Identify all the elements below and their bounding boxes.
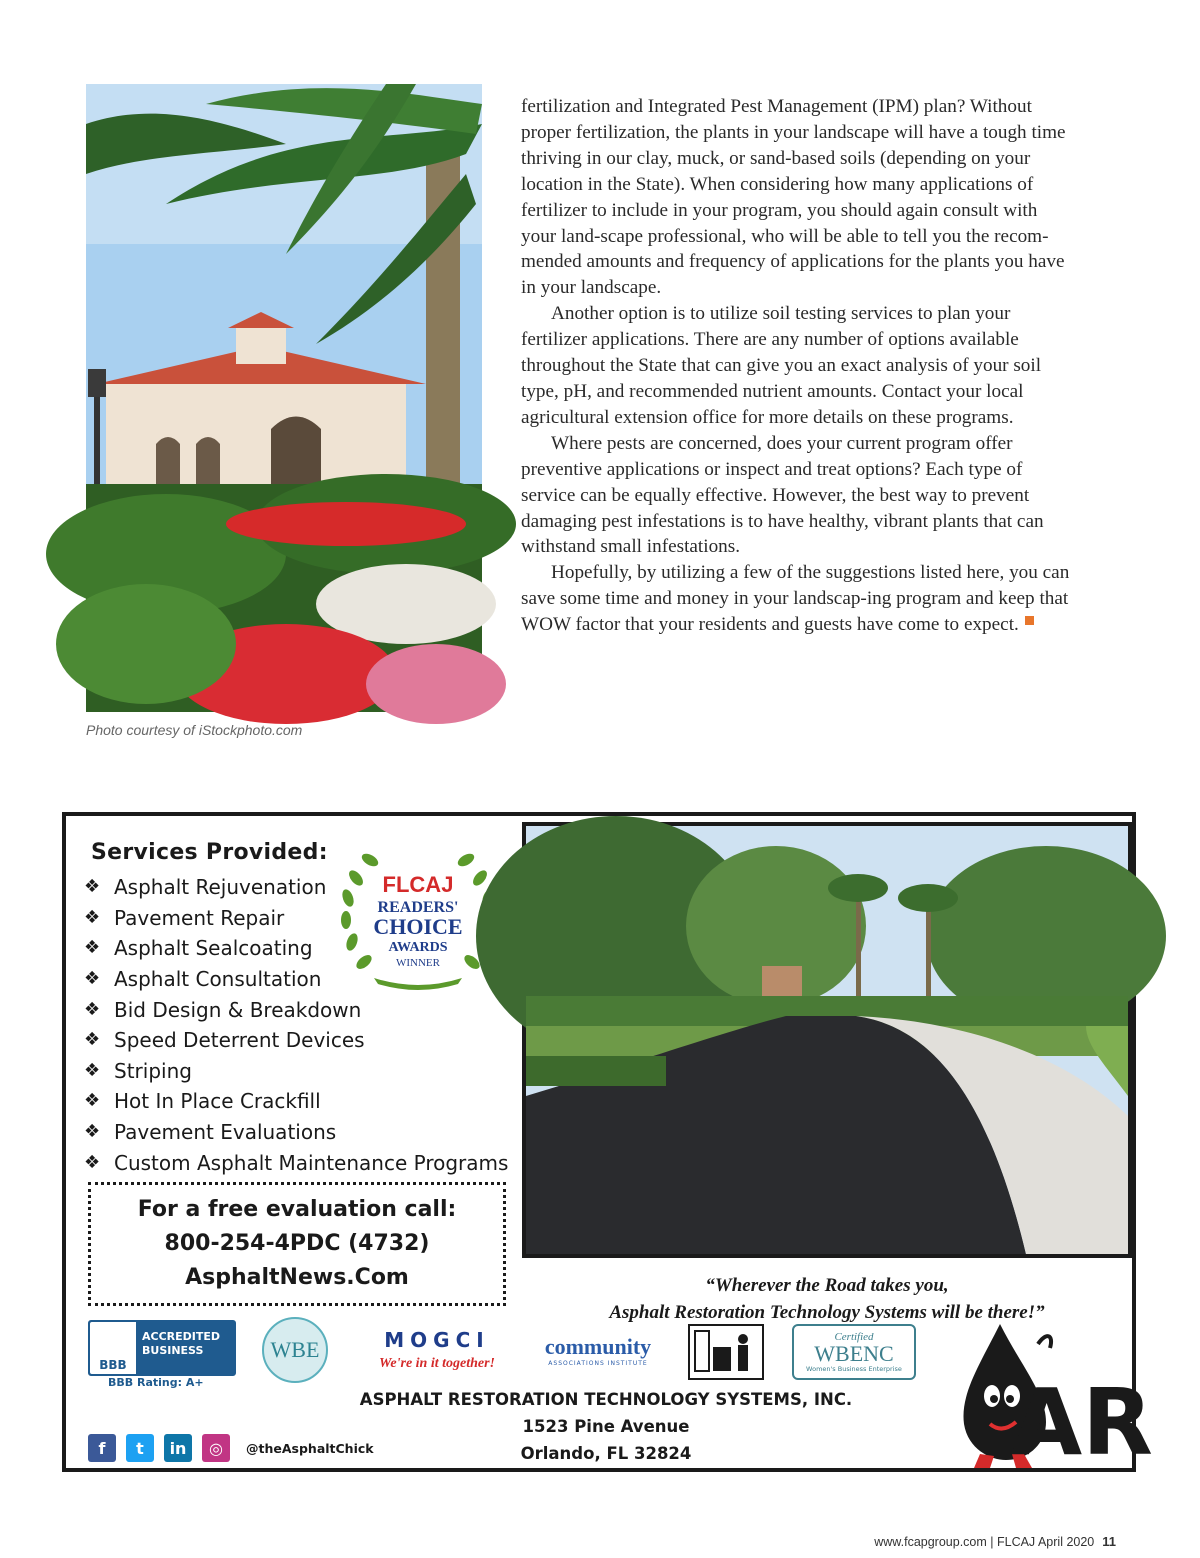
service-label: Pavement Evaluations xyxy=(114,1120,337,1145)
wbe-seal-icon xyxy=(262,1317,328,1383)
free-evaluation-callout xyxy=(88,1182,506,1306)
twitter-icon[interactable]: t xyxy=(126,1434,154,1462)
service-label: Pavement Repair xyxy=(114,905,285,930)
service-item xyxy=(84,1056,508,1087)
community-name: community xyxy=(544,1334,652,1359)
bbb-rating: BBB Rating: A+ xyxy=(108,1376,204,1389)
article-paragraph: fertilization and Integrated Pest Management (IPM) plan? Without proper fertilization, the plants in your landscape will have a tough time thriving in our clay, muck, or sand-based soils (depending on your location in the State). When considering how many applications of fertilizer to include in your program, you should again consult with your land-scape professional, who will be able to tell you the recom-mended amounts and frequency of applications for the plants you have in your landscape. xyxy=(521,96,1066,299)
website-link[interactable]: AsphaltNews.Com xyxy=(185,1265,409,1290)
bbb-line2: BUSINESS xyxy=(142,1344,204,1357)
badge-line1: FLCAJ xyxy=(382,872,454,897)
badge-line2: READERS' xyxy=(377,899,459,916)
bbb-line1: ACCREDITED xyxy=(142,1330,221,1343)
community-associations-institute-logo xyxy=(538,1334,658,1367)
diamond-bullet-icon: ❖ xyxy=(84,1151,101,1173)
service-label: Asphalt Sealcoating xyxy=(114,936,313,961)
service-item xyxy=(84,1117,508,1148)
wbenc-top: Certified xyxy=(834,1331,874,1343)
service-label: Bid Design & Breakdown xyxy=(114,997,362,1022)
badge-line4: AWARDS xyxy=(388,940,448,955)
wbenc-certified-logo xyxy=(792,1324,916,1380)
mogci-logo xyxy=(362,1328,512,1372)
services-heading: Services Provided: xyxy=(91,840,328,865)
wbe-certified-logo xyxy=(260,1320,330,1380)
bbb-seal-icon: BBB xyxy=(90,1322,136,1374)
diamond-bullet-icon: ❖ xyxy=(84,1090,101,1112)
service-item xyxy=(84,1147,508,1178)
wbenc-sub: Women's Business Enterprise xyxy=(806,1365,902,1373)
article-paragraph: Where pests are concerned, does your current program offer preventive applications or inspect and treat options? Each type of service can be equally effective. However, the best way to prevent damaging pest infestations is to have healthy, vibrant plants that can withstand small infestations. xyxy=(521,432,1044,558)
diamond-bullet-icon: ❖ xyxy=(84,998,101,1020)
facebook-icon[interactable]: f xyxy=(88,1434,116,1462)
tagline-line1: “Wherever the Road takes you, xyxy=(705,1275,949,1296)
company-name: ASPHALT RESTORATION TECHNOLOGY SYSTEMS, INC. xyxy=(359,1390,853,1409)
article-paragraph: Another option is to utilize soil testing services to plan your fertilizer applications. There are any number of options available throughout the State that can give you an exact analysis of your soil type, pH, and recommended nutrient amounts. Contact your local agricultural extension office for more details on these programs. xyxy=(521,303,1042,428)
badge-line5: WINNER xyxy=(396,957,440,969)
service-label: Asphalt Rejuvenation xyxy=(114,875,327,900)
phone-number[interactable]: 800-254-4PDC (4732) xyxy=(164,1231,430,1256)
article-paragraph-text: Hopefully, by utilizing a few of the suggestions listed here, you can save some time and money in your landscap-ing program and keep that WOW factor that your residents and guests have come to expect. xyxy=(521,562,1070,636)
diamond-bullet-icon: ❖ xyxy=(84,1121,101,1143)
bbb-accredited-logo xyxy=(88,1320,234,1390)
asphalt-drop-mascot-logo xyxy=(950,1314,1154,1476)
community-sub: ASSOCIATIONS INSTITUTE xyxy=(548,1360,648,1367)
social-handle[interactable]: @theAsphaltChick xyxy=(246,1440,374,1456)
diamond-bullet-icon: ❖ xyxy=(84,1029,101,1051)
diamond-bullet-icon: ❖ xyxy=(84,1059,101,1081)
diamond-bullet-icon: ❖ xyxy=(84,906,101,928)
service-label: Asphalt Consultation xyxy=(114,967,322,992)
linkedin-icon[interactable]: in xyxy=(164,1434,192,1462)
diamond-bullet-icon: ❖ xyxy=(84,968,101,990)
irem-figures-icon xyxy=(691,1327,761,1377)
article-paragraph-last xyxy=(521,560,1077,638)
social-links xyxy=(88,1434,374,1462)
badge-line3: CHOICE xyxy=(373,914,463,939)
diamond-bullet-icon: ❖ xyxy=(84,876,101,898)
address-line2: Orlando, FL 32824 xyxy=(520,1444,692,1463)
irem-logo xyxy=(688,1324,764,1380)
wbenc-name: WBENC xyxy=(814,1341,894,1366)
service-item xyxy=(84,994,508,1025)
article-photo xyxy=(86,84,482,712)
page-number: 11 xyxy=(1102,1534,1116,1549)
tagline-line2: Asphalt Restoration Technology Systems will be there!” xyxy=(609,1302,1045,1323)
service-label: Custom Asphalt Maintenance Programs xyxy=(114,1150,509,1175)
footer-text: www.fcapgroup.com | FLCAJ April 2020 xyxy=(874,1534,1095,1549)
service-label: Striping xyxy=(114,1058,192,1083)
palm-house-image xyxy=(86,84,482,712)
ar-letters: AR xyxy=(1010,1369,1154,1476)
instagram-icon[interactable]: ◎ xyxy=(202,1434,230,1462)
photo-caption: Photo courtesy of iStockphoto.com xyxy=(86,722,303,738)
mogci-name: MOGCI xyxy=(384,1328,490,1352)
end-of-article-mark xyxy=(1025,616,1034,625)
company-info xyxy=(346,1386,866,1467)
readers-choice-award-badge xyxy=(334,842,502,994)
service-label: Hot In Place Crackfill xyxy=(114,1089,321,1114)
service-label: Speed Deterrent Devices xyxy=(114,1028,365,1053)
service-item xyxy=(84,1025,508,1056)
mogci-slogan: We're in it together! xyxy=(378,1356,496,1371)
address-line1: 1523 Pine Avenue xyxy=(522,1417,690,1436)
advertisement xyxy=(62,812,1154,1476)
callout-heading: For a free evaluation call: xyxy=(137,1197,457,1222)
diamond-bullet-icon: ❖ xyxy=(84,937,101,959)
service-item xyxy=(84,1086,508,1117)
page-footer xyxy=(874,1534,1116,1549)
paved-road-photo xyxy=(522,822,1132,1258)
wbe-text: WBE xyxy=(270,1337,320,1362)
article-body xyxy=(521,94,1077,638)
